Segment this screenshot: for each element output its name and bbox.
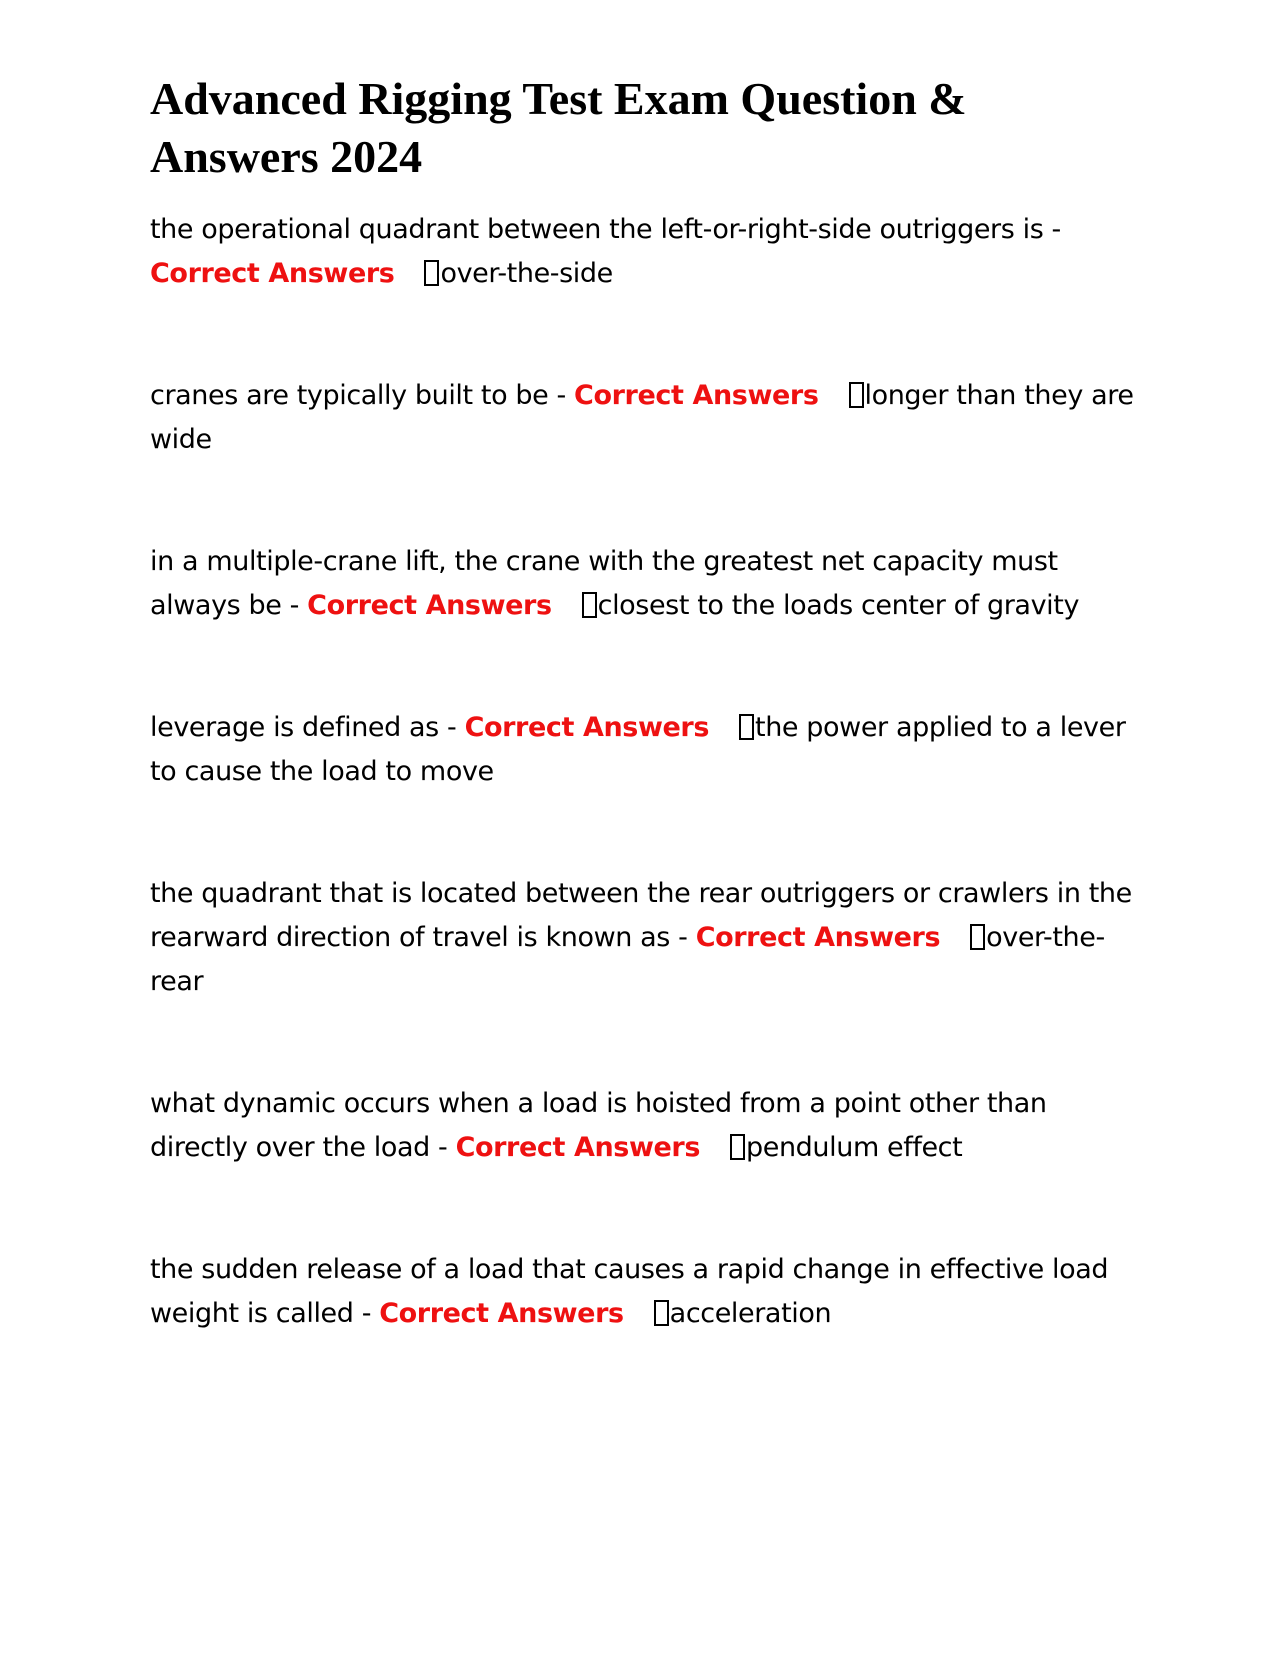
answer-text: acceleration [669,1298,832,1329]
question-text: what dynamic occurs when a load is hoisted from a point other than directly over the load - [150,1088,1047,1163]
answer-text: over-the-side [440,258,613,289]
missing-glyph-icon [739,714,754,740]
answer-text: the power applied to a lever to cause the load to move [150,712,1126,787]
question-text: leverage is defined as - [150,712,465,743]
correct-answers-label: Correct Answers [150,258,395,289]
missing-glyph-icon [424,260,439,286]
question-text: cranes are typically built to be - [150,380,575,411]
question-text: the quadrant that is located between the rear outriggers or crawlers in the rearward direction of travel is known as - [150,878,1132,953]
question-text: the sudden release of a load that causes a rapid change in effective load weight is called - [150,1254,1109,1329]
answer-text: closest to the loads center of gravity [597,590,1080,621]
qa-item-4 [150,706,1140,794]
missing-glyph-icon [970,924,985,950]
missing-glyph-icon [730,1134,745,1160]
missing-glyph-icon [582,592,597,618]
correct-answers-label: Correct Answers [379,1298,624,1329]
missing-glyph-icon [654,1300,669,1326]
qa-item-7 [150,1248,1140,1336]
correct-answers-label: Correct Answers [695,922,941,953]
correct-answers-label: Correct Answers [307,590,552,621]
correct-answers-label: Correct Answers [574,380,819,411]
question-text: in a multiple-crane lift, the crane with the greatest net capacity must always be - [150,546,1058,621]
qa-item-5 [150,872,1140,1004]
qa-item-1 [150,208,1140,296]
correct-answers-label: Correct Answers [455,1132,701,1163]
document-title: Advanced Rigging Test Exam Question & Answers 2024 [150,73,967,182]
answer-text: over-the-rear [150,922,1105,997]
qa-item-6 [150,1082,1140,1170]
answer-text: longer than they are wide [150,380,1134,455]
correct-answers-label: Correct Answers [464,712,710,743]
missing-glyph-icon [849,382,864,408]
document-page [150,70,1140,1414]
qa-item-2 [150,374,1140,462]
answer-text: pendulum effect [746,1132,963,1163]
question-text: the operational quadrant between the left-or-right-side outriggers is - [150,214,1061,245]
qa-item-3 [150,540,1140,628]
